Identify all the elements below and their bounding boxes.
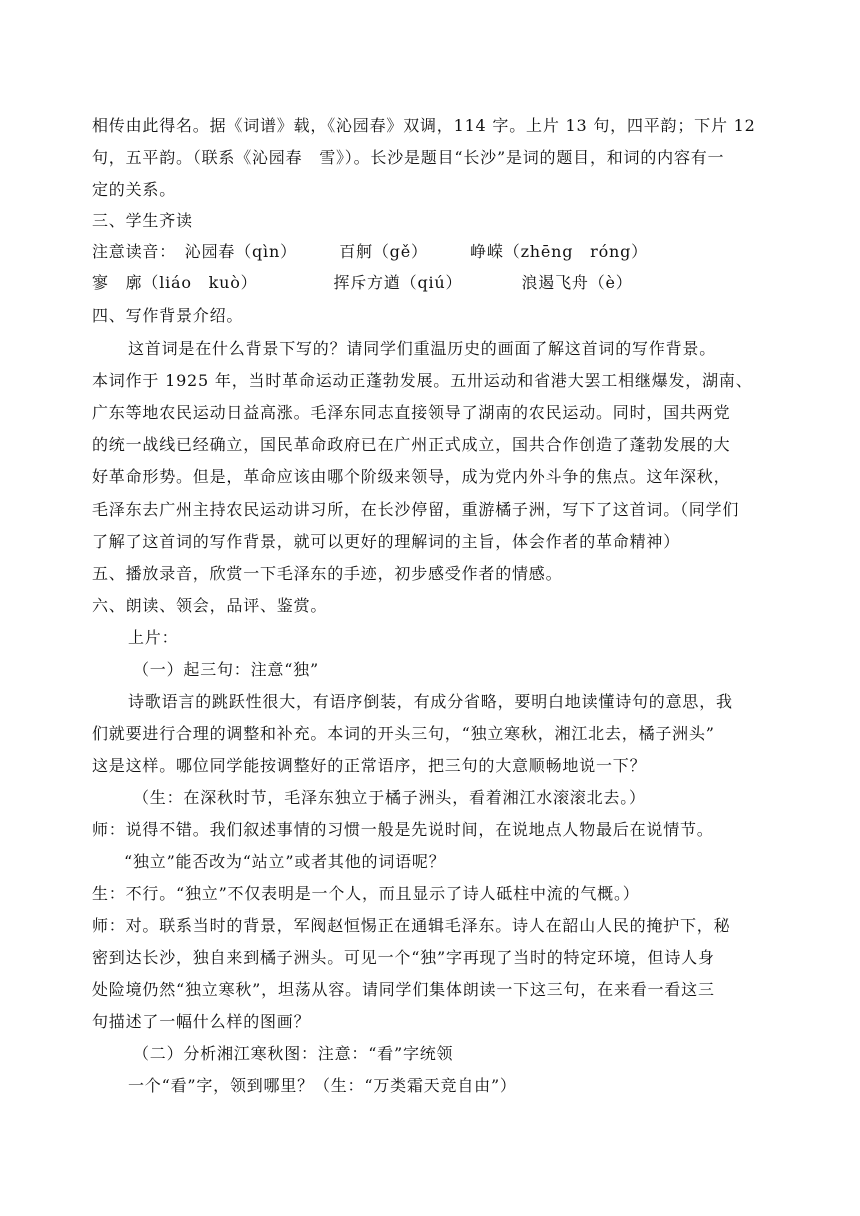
pronunciation-line: 注意读音： 沁园春（qìn） 百舸（gě） 峥嵘（zhēng róng） <box>92 242 648 261</box>
section-heading: 四、写作背景介绍。 <box>92 306 244 325</box>
pronunciation-line: 寥 廓（liáo kuò） 挥斥方遒（qiú） 浪遏飞舟（è） <box>92 273 633 292</box>
section-heading: 六、朗读、领会，品评、鉴赏。 <box>92 596 328 615</box>
subheading: （一）起三句：注意“独” <box>133 660 319 679</box>
paragraph-line: 定的关系。 <box>92 180 177 199</box>
paragraph-line: 处险境仍然“独立寒秋”，坦荡从容。请同学们集体朗读一下这三句，在来看一看这三 <box>92 980 715 999</box>
paragraph-line: 好革命形势。但是，革命应该由哪个阶级来领导，成为党内外斗争的焦点。这年深秋， <box>92 467 731 486</box>
paragraph-line: 一个“看”字，领到哪里？（生：“万类霜天竞自由”） <box>128 1076 517 1095</box>
paragraph-line: 相传由此得名。据《词谱》载，《沁园春》双调，114 字。上片 13 句，四平韵；下片 12 <box>92 116 756 135</box>
paragraph-line: 广东等地农民运动日益高涨。毛泽东同志直接领导了湖南的农民运动。同时，国共两党 <box>92 403 731 422</box>
subheading: （二）分析湘江寒秋图：注意：“看”字统领 <box>133 1044 454 1063</box>
section-heading: 三、学生齐读 <box>92 211 193 230</box>
student-answer: 生：不行。“独立”不仅表明是一个人，而且显示了诗人砥柱中流的气概。） <box>92 884 640 903</box>
paragraph-line: 诗歌语言的跳跃性很大，有语序倒装，有成分省略，要明白地读懂诗句的意思，我 <box>128 692 733 711</box>
subheading: 上片： <box>128 628 179 647</box>
student-answer: （生：在深秋时节，毛泽东独立于橘子洲头，看着湘江水滚滚北去。） <box>133 788 646 807</box>
paragraph-line: 们就要进行合理的调整和补充。本词的开头三句，“独立寒秋，湘江北去，橘子洲头” <box>92 724 715 743</box>
paragraph-line: 的统一战线已经确立，国民革命政府已在广州正式成立，国共合作创造了蓬勃发展的大 <box>92 435 731 454</box>
paragraph-line: 毛泽东去广州主持农民运动讲习所，在长沙停留，重游橘子洲，写下了这首词。（同学们 <box>92 500 740 519</box>
section-heading: 五、播放录音，欣赏一下毛泽东的手迹，初步感受作者的情感。 <box>92 564 563 583</box>
paragraph-line: 本词作于 1925 年，当时革命运动正蓬勃发展。五卅运动和省港大罢工相继爆发，湖南、 <box>92 371 753 390</box>
teacher-remark: 师：对。联系当时的背景，军阀赵恒惕正在通辑毛泽东。诗人在韶山人民的掩护下，秘 <box>92 916 731 935</box>
paragraph-line: 句，五平韵。（联系《沁园春 雪》）。长沙是题目“长沙”是词的题目，和词的内容有一 <box>92 148 725 167</box>
paragraph-line: 了解了这首词的写作背景，就可以更好的理解词的主旨，体会作者的革命精神） <box>92 532 681 551</box>
paragraph-line: 这首词是在什么背景下写的？请同学们重温历史的画面了解这首词的写作背景。 <box>128 339 717 358</box>
teacher-remark: 师：说得不错。我们叙述事情的习惯一般是先说时间，在说地点人物最后在说情节。 <box>92 820 714 839</box>
paragraph-line: 密到达长沙，独自来到橘子洲头。可见一个“独”字再现了当时的特定环境，但诗人身 <box>92 948 715 967</box>
paragraph-line: 这是这样。哪位同学能按调整好的正常语序，把三句的大意顺畅地说一下？ <box>92 756 647 775</box>
paragraph-line: 句描述了一幅什么样的图画？ <box>92 1012 311 1031</box>
question-line: “独立”能否改为“站立”或者其他的词语呢？ <box>124 852 446 871</box>
